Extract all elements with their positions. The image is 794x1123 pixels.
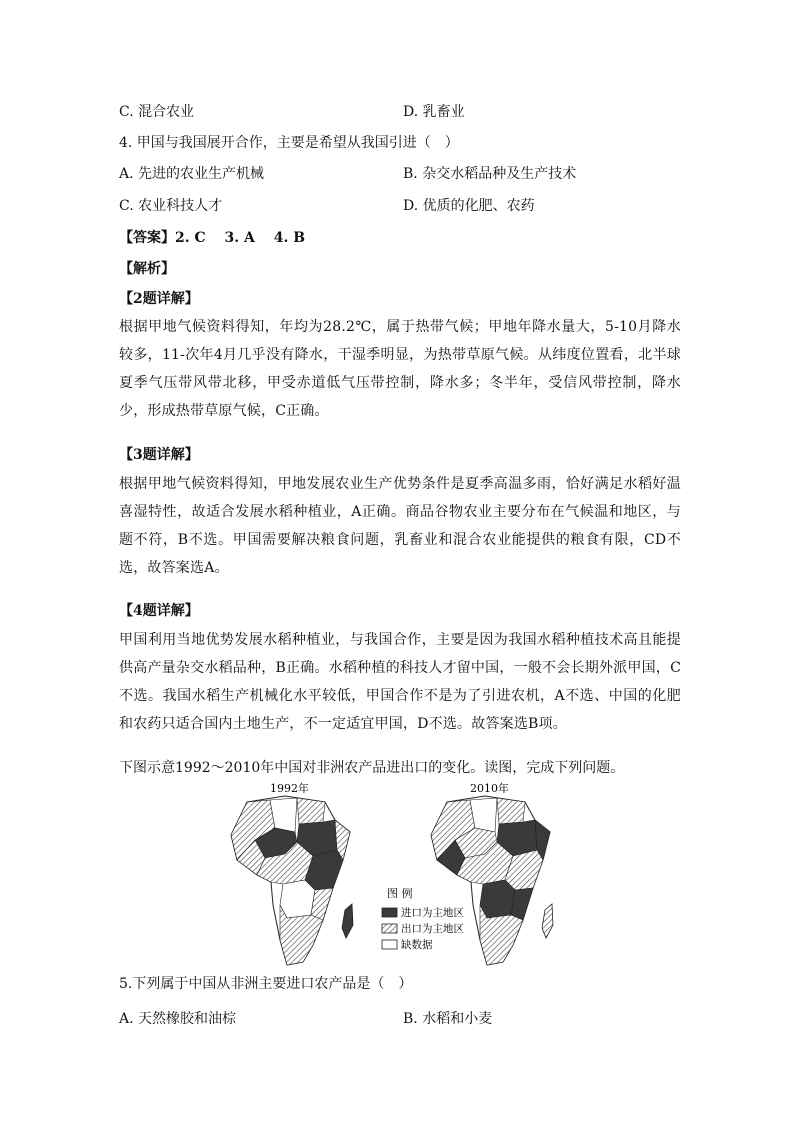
legend-label-import: 进口为主地区	[401, 907, 464, 919]
q4-option-b: B. 杂交水稻品种及生产技术	[403, 166, 577, 182]
region-southeast-1992	[311, 888, 333, 920]
q4-stem: 4. 甲国与我国展开合作，主要是希望从我国引进（ ）	[119, 135, 459, 151]
q2-explanation: 根据甲地气候资料得知，年均为28.2℃，属于热带气候；甲地年降水量大，5-10月降水较多，11-次年4月几乎没有降水，干湿季明显，为热带草原气候。从纬度位置看，北半球夏季气压带风带北移，甲受赤道低气压带控制，降水多；冬半年，受信风带控制，降水少，形成热带草原气候，C正确。	[119, 319, 681, 419]
map-2010	[431, 781, 553, 965]
map-1992-title: 1992年	[270, 782, 309, 795]
legend-swatch-import	[382, 908, 397, 917]
q4-option-c: C. 农业科技人才	[119, 198, 223, 214]
map-2010-title: 2010年	[470, 782, 509, 795]
legend-title: 图 例	[387, 887, 413, 900]
figure-intro: 下图示意1992～2010年中国对非洲农产品进出口的变化。读图，完成下列问题。	[119, 760, 625, 776]
madagascar-1992	[342, 904, 353, 938]
q3-explanation: 根据甲地气候资料得知，甲地发展农业生产优势条件是夏季高温多雨，恰好满足水稻好温喜湿特性，故适合发展水稻种植业，A正确。商品谷物农业主要分布在气候温和地区，与题不符，B不选。甲国需要解决粮食问题，乳畜业和混合农业能提供的粮食有限，CD不选，故答案选A。	[119, 476, 681, 576]
region-south-central-1992	[280, 880, 315, 918]
q3-title: 【3题详解】	[119, 447, 199, 463]
q5-stem: 5.下列属于中国从非洲主要进口农产品是（ ）	[119, 976, 413, 992]
q5-option-a: A. 天然橡胶和油棕	[119, 1011, 237, 1027]
q5-option-b: B. 水稻和小麦	[403, 1011, 493, 1027]
q3-option-c: C. 混合农业	[119, 104, 195, 120]
legend-swatch-no-data	[382, 940, 397, 949]
map-legend	[382, 886, 464, 951]
region-southeast-2010	[511, 888, 533, 920]
q4-option-d: D. 优质的化肥、农药	[403, 198, 535, 214]
region-south-central-2010	[480, 880, 515, 918]
legend-label-no-data: 缺数据	[401, 939, 433, 951]
region-egypt-1992	[297, 798, 325, 824]
madagascar-2010	[542, 904, 553, 938]
region-egypt-2010	[497, 798, 525, 824]
legend-label-export: 出口为主地区	[401, 923, 464, 935]
analysis-title: 【解析】	[119, 261, 175, 277]
q3-option-d: D. 乳畜业	[403, 104, 465, 120]
q2-title: 【2题详解】	[119, 291, 199, 307]
map-1992	[231, 781, 353, 965]
q4-explanation: 甲国利用当地优势发展水稻种植业，与我国合作，主要是因为我国水稻种植技术高且能提供高产量杂交水稻品种，B正确。水稻种植的科技人才留中国，一般不会长期外派甲国，C不选。我国水稻生产机械化水平较低，甲国合作不是为了引进农机，A不选、中国的化肥和农药只适合国内土地生产，不一定适宜甲国，D不选。故答案选B项。	[119, 632, 681, 732]
q4-title: 【4题详解】	[119, 603, 199, 619]
answer-line: 【答案】2. C 3. A 4. B	[119, 230, 306, 246]
legend-swatch-export	[382, 924, 397, 933]
q4-option-a: A. 先进的农业生产机械	[119, 166, 265, 182]
africa-trade-maps	[225, 780, 585, 975]
